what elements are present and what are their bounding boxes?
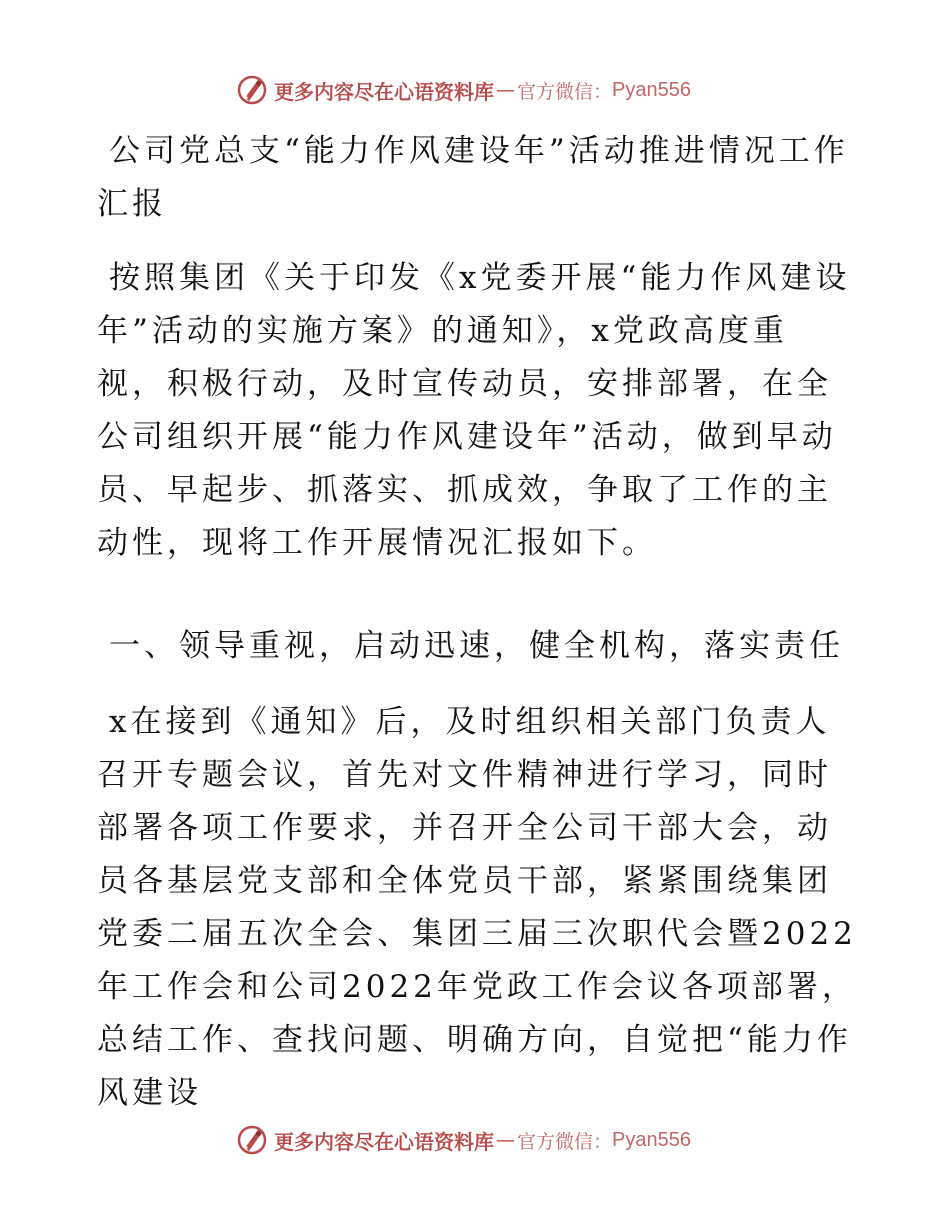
footer-watermark: [236, 1123, 691, 1157]
header-watermark: [236, 73, 691, 107]
watermark-dash: —: [496, 1129, 515, 1151]
watermark-main-text: 更多内容尽在心语资料库: [274, 79, 494, 104]
section-paragraph: x在接到《通知》后，及时组织相关部门负责人召开专题会议，首先对文件精神进行学习，同时部署各项工作要求，并召开全公司干部大会，动员各基层党支部和全体党员干部，紧紧围绕集团党委二届五次全会、集团三届三次职代会暨2022年工作会和公司2022年党政工作会议各项部署，总结工作、查找问题、明确方向，自觉把“能力作风建设: [97, 704, 857, 1111]
pen-nib-logo-icon: [236, 74, 268, 106]
watermark-main-text: 更多内容尽在心语资料库: [274, 1129, 494, 1154]
watermark-wechat-label: 官方微信：: [517, 1130, 613, 1153]
watermark-dash: —: [496, 79, 515, 101]
section-heading: 一、领导重视，启动迅速，健全机构，落实责任: [109, 628, 844, 664]
pen-nib-logo-icon: [236, 1124, 268, 1156]
watermark-wechat-id: Pyan556: [612, 78, 691, 101]
watermark-wechat-label: 官方微信：: [517, 80, 613, 103]
intro-paragraph: 按照集团《关于印发《x党委开展“能力作风建设年”活动的实施方案》的通知》，x党政高度重视，积极行动，及时宣传动员，安排部署，在全公司组织开展“能力作风建设年”活动，做到早动员、早起步、抓落实、抓成效，争取了工作的主动性，现将工作开展情况汇报如下。: [97, 260, 851, 561]
document-title: 公司党总支“能力作风建设年”活动推进情况工作汇报: [97, 133, 849, 222]
watermark-wechat-id: Pyan556: [612, 1128, 691, 1151]
